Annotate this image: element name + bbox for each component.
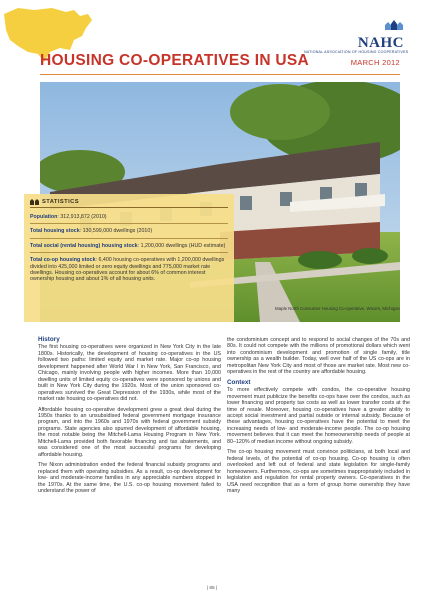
logo-wordmark: NAHC bbox=[357, 35, 404, 51]
context-paragraph: To more effectively compete with condos, the co-operative housing movement must publicize the benefits co-ops have over the condos, such as lower financing and property tax costs as well as lower transfer costs at the time of resale. Moreover, housing co-operatives have a greater ability to accept social investment and partial outside or internal subsidy. Because of these advantages, housing co-operatives have the potential to meet the increasing needs of low- and moderate-income people. The co-op housing movement believes that it can meet the homeownership needs of people at 80–120% of median income without ongoing subsidy. bbox=[227, 387, 410, 445]
stat-coop-housing-value: : 6,400 housing co-operatives with 1,200,000 dwellings divided into 425,000 limited or zero equity dwellings and 775,000 market rate dwellings. Housing co-operatives account for about 6% of common interest ownership housing and about 1% of all housing units. bbox=[30, 257, 225, 283]
history-paragraph: The Nixon administration ended the federal financial subsidy programs and replaced them with operating subsidies. As a result, co-op development for low- and moderate-income families in any appreciable numbers stopped in the 1970s. At the same time, the U.S. co-op housing movement failed to understand the power of bbox=[38, 462, 221, 494]
photo-caption: Maple North Consumer Housing Co-operative, Wixom, Michigan bbox=[275, 306, 400, 311]
history-continued-paragraph: the condominium concept and to respond to social changes of the 70s and 80s. It could not compete with the millions of promotional dollars which went into condominium development and promotion of single family, title ownership as a wealth builder. Today, well over half of the US co-ops are in metropolitan New York City and most of those are market rate. Most new co-operatives in the rest of the country are affordable housing. bbox=[227, 337, 410, 376]
context-heading: Context bbox=[227, 378, 251, 386]
page-title: HOUSING CO-OPERATIVES IN USA bbox=[40, 52, 310, 69]
house-row-icon bbox=[30, 198, 39, 205]
stat-divider bbox=[30, 252, 228, 253]
history-paragraph: The first housing co-operatives were organized in New York City in the late 1800s. Historically, the development of housing co-operatives in the US followed two paths: limited equity and market rate. Major co-op housing development happened after World War I in New York, San Francisco, and Chicago, mainly involving people with higher incomes. More than 10,000 dwelling units of limited equity co-operatives were sponsored by unions and built in New York City during the 1920s. Most of the union sponsored co-operatives survived the Great Depression of the 1930s, while most of the market rate housing co-operatives did not. bbox=[38, 344, 221, 403]
stat-population-value: : 312,913,872 (2010) bbox=[57, 214, 107, 220]
context-paragraph: The co-op housing movement must convince politicians, at both local and federal levels, of the potential of co-op housing. Co-op housing is often overlooked and left out of federal and state legislation for single-family homeowners. Furthermore, co-ops are sometimes inappropriately included in legislation and regulation for rental property owners. Co-operatives in the USA need recognition that as a form of group home ownership they have many bbox=[227, 449, 410, 494]
page-date: MARCH 2012 bbox=[350, 58, 400, 67]
stat-social-housing-label: Total social (rental housing) housing stock bbox=[30, 242, 138, 249]
stat-total-housing-value: : 130,599,000 dwellings (2010) bbox=[79, 228, 153, 235]
stat-divider bbox=[30, 238, 228, 239]
stat-population-label: Population bbox=[30, 214, 58, 220]
page-number: | 85 | bbox=[206, 586, 218, 591]
three-houses-icon bbox=[384, 19, 404, 31]
stat-total-housing-label: Total housing stock bbox=[30, 228, 80, 235]
stat-population bbox=[30, 214, 228, 220]
statistics-panel bbox=[24, 194, 234, 322]
nahc-logo bbox=[304, 18, 409, 54]
stat-social-housing-value: : 1,200,000 dwellings (HUD estimate) bbox=[137, 242, 226, 249]
history-heading: History bbox=[38, 336, 60, 343]
stat-divider bbox=[30, 223, 228, 224]
stat-social-housing bbox=[30, 243, 228, 249]
statistics-header bbox=[30, 198, 228, 208]
stat-total-housing bbox=[30, 228, 228, 234]
left-column bbox=[38, 337, 221, 498]
logo-subtitle: NATIONAL ASSOCIATION OF HOUSING COOPERATIVES bbox=[304, 50, 409, 54]
stat-coop-housing bbox=[30, 257, 228, 283]
stat-coop-housing-label: Total co-op housing stock bbox=[30, 257, 96, 264]
title-divider bbox=[40, 74, 400, 75]
right-column bbox=[227, 337, 410, 498]
history-paragraph: Affordable housing co-operative development grew a great deal during the 1950s thanks to an unsubsidised federal government mortgage insurance program, and into the 1960s and 1970s with federal government subsidy programs. State agencies also spurred development of affordable housing, the most notable being the Mitchell-Lama Housing Program in New York. Mitchell-Lama provided both favorable financing and tax abatements, and was considered one of the most successful programs for developing affordable housing. bbox=[38, 406, 221, 458]
statistics-title: STATISTICS bbox=[42, 198, 79, 205]
